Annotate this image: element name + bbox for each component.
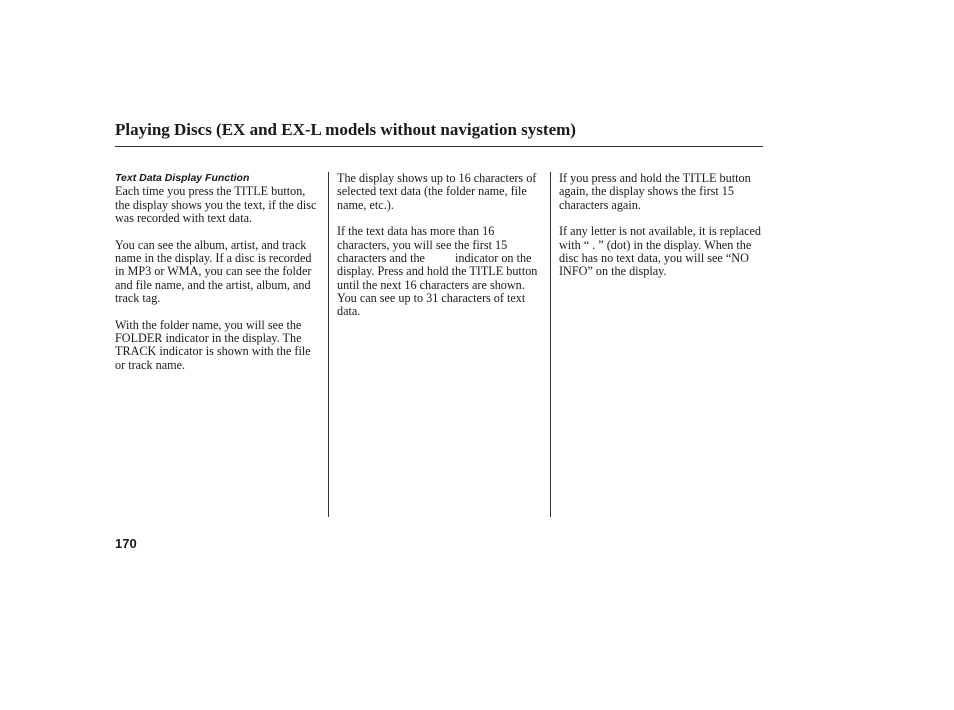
page-number: 170 — [115, 536, 137, 551]
column-2-paragraph-2-part-2: indicator on the display. Press and hold the TITLE button until the next 16 characters are shown. You can see up to 31 characters of text data. — [337, 251, 538, 319]
column-1-paragraph-1: Each time you press the TITLE button, the display shows you the text, if the disc was recorded with text data. — [115, 184, 317, 226]
column-1 — [115, 172, 323, 386]
column-divider-2 — [550, 172, 551, 517]
column-2-paragraph-2-part-1: If the text data has more than 16 characters, you will see the first 15 characters and the — [337, 224, 508, 266]
column-3 — [559, 172, 769, 292]
section-heading: Text Data Display Function — [115, 172, 250, 184]
column-3-paragraph-2: If any letter is not available, it is replaced with “ . ” (dot) in the display. When the disc has no text data, you will see “NO INFO” on the display. — [559, 224, 762, 279]
column-2-paragraph-2 — [337, 225, 542, 318]
column-1-paragraph-2: You can see the album, artist, and track name in the display. If a disc is recorded in MP3 or WMA, you can see the folder and file name, and the artist, album, and track tag. — [115, 237, 312, 306]
page-title: Playing Discs (EX and EX-L models without navigation system) — [115, 120, 576, 139]
column-1-paragraph-3: With the folder name, you will see the FOLDER indicator in the display. The TRACK indicator is shown with the file or track name. — [115, 317, 311, 372]
column-3-paragraph-1: If you press and hold the TITLE button again, the display shows the first 15 characters again. — [559, 171, 751, 212]
column-2-paragraph-1: The display shows up to 16 characters of selected text data (the folder name, file name, etc.). — [337, 171, 537, 212]
title-underline — [115, 146, 763, 147]
column-2 — [337, 172, 542, 332]
column-divider-1 — [328, 172, 329, 517]
